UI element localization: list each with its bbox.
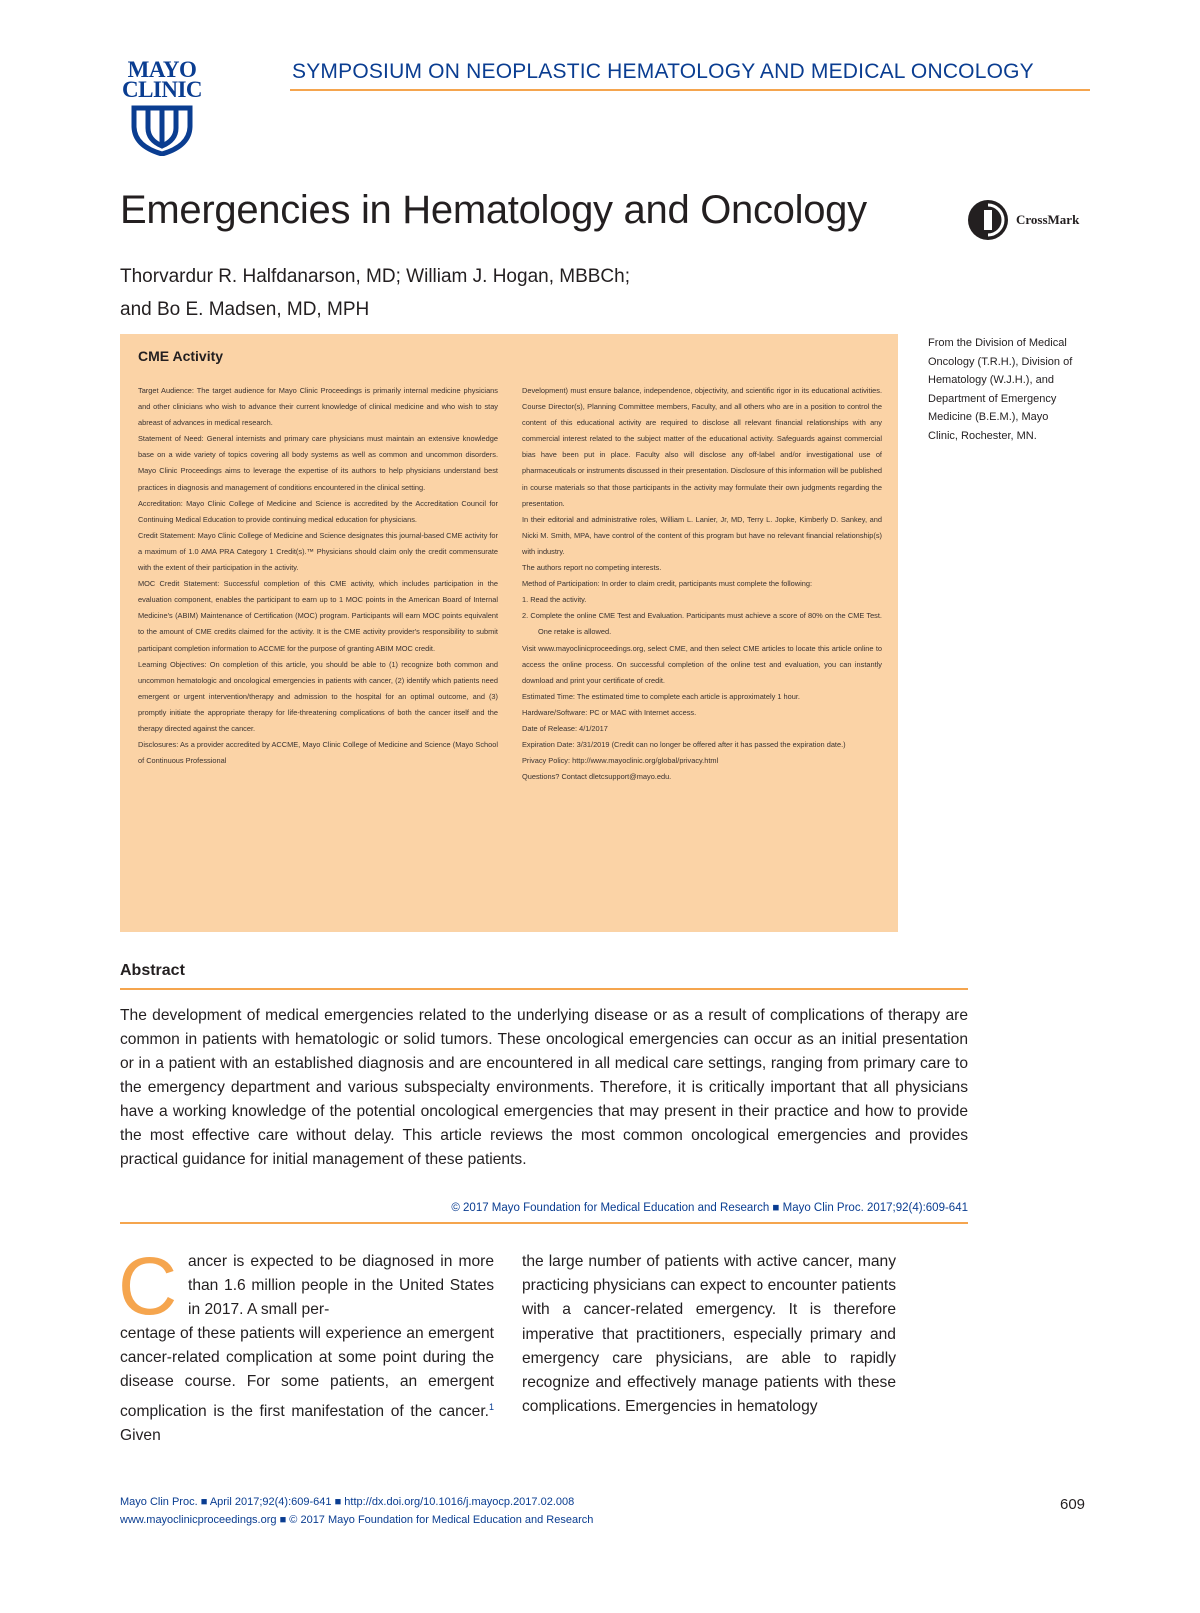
cme-questions: Questions? Contact dletcsupport@mayo.edu. — [522, 772, 672, 782]
cme-left-column — [138, 383, 498, 769]
series-rule — [290, 89, 1090, 91]
abstract-copyright-line — [120, 1202, 968, 1214]
body-left-end: Given — [120, 1427, 161, 1444]
cme-hardware: Hardware/Software: PC or MAC with Internet access. — [522, 707, 697, 717]
footer-doi-link[interactable]: http://dx.doi.org/10.1016/j.mayocp.2017.02.008 — [344, 1496, 575, 1508]
abstract-bottom-rule — [120, 1222, 968, 1224]
cme-visit: Visit www.mayoclinicproceedings.org, select CME, and then select CME articles to locate this article online to access the online process. On successful completion of the online test and evaluation, you can instantly download and print your certificate of credit. — [522, 643, 882, 685]
cme-disclosure-cont: Development) must ensure balance, independence, objectivity, and scientific rigor in its educational activities. Course Director(s), Planning Committee members, Faculty, and all others who are in a position to control the content of this educational activity are required to disclose all relevant financial relationships with any commercial interest related to the subject matter of the educational activity. Safeguards against commercial bias have been put in place. Faculty also will disclose any off-label and/or investigational use of pharmaceuticals or instruments discussed in their presentation. Disclosure of this information will be published in course materials so that those participants in the activity may formulate their own judgments regarding the presentation. — [522, 386, 882, 508]
footer-issue: April 2017;92(4):609-641 — [209, 1496, 332, 1508]
drop-cap: C — [118, 1241, 178, 1332]
author-list — [120, 260, 900, 326]
cme-step-2: 2. Complete the online CME Test and Evaluation. Participants must achieve a score of 80% on the CME Test. One retake is allowed. — [522, 611, 882, 637]
logo-word-1: MAYO — [127, 57, 197, 82]
cme-editorial-roles: In their editorial and administrative roles, William L. Lanier, Jr, MD, Terry L. Jopke, Kimberly D. Sankey, and Nicki M. Smith, MPA, have control of the content of this program but have no relevant financial relationship(s) with industry. — [522, 514, 882, 556]
cme-target-audience: Target Audience: The target audience for Mayo Clinic Proceedings is primarily internal medicine physicians and other clinicians who wish to advance their current knowledge of clinical medicine and who wish to stay abreast of advances in medical research. — [138, 386, 498, 428]
cme-accreditation: Accreditation: Mayo Clinic College of Medicine and Science is accredited by the Accreditation Council for Continuing Medical Education to provide continuing medical education for physicians. — [138, 498, 498, 524]
cme-competing-interests: The authors report no competing interests. — [522, 563, 662, 573]
cme-right-column — [522, 383, 882, 785]
separator-square: ■ — [334, 1496, 342, 1508]
abstract-top-rule — [120, 988, 968, 990]
cme-estimated-time: Estimated Time: The estimated time to complete each article is approximately 1 hour. — [522, 691, 800, 701]
footer-site-link[interactable]: www.mayoclinicproceedings.org — [120, 1514, 277, 1526]
mayo-clinic-logo — [120, 57, 204, 156]
body-intro-lines: ancer is expected to be diagnosed in more than 1.6 million people in the United States in 2017. A small per- — [188, 1253, 494, 1319]
authors-line-2: and Bo E. Madsen, MD, MPH — [120, 299, 370, 320]
abstract-heading: Abstract — [120, 962, 185, 979]
cme-statement-of-need: Statement of Need: General internists and primary care physicians must maintain an extensive knowledge base on a wide variety of topics covering all body systems as well as common and uncommon disorders. Mayo Clinic Proceedings aims to leverage the expertise of its authors to help physicians understand best practices in diagnosis and management of conditions encountered in the clinical setting. — [138, 434, 498, 492]
crossmark-badge[interactable] — [966, 198, 1096, 242]
article-title: Emergencies in Hematology and Oncology — [120, 188, 867, 232]
separator-square: ■ — [279, 1514, 287, 1526]
cme-learning-objectives: Learning Objectives: On completion of this article, you should be able to (1) recognize both common and uncommon hematologic and oncological emergencies in patients with cancer, (2) identify which patients need emergent or urgent intervention/therapy and admission to the hospital for an optimal outcome, and (3) promptly initiate the appropriate therapy for life-threatening complications of both the cancer itself and the therapy directed against the cancer. — [138, 659, 498, 733]
cme-method: Method of Participation: In order to claim credit, participants must complete the following: — [522, 579, 813, 589]
crossmark-label: CrossMark — [1016, 212, 1080, 227]
series-title: SYMPOSIUM ON NEOPLASTIC HEMATOLOGY AND MEDICAL ONCOLOGY — [292, 60, 1034, 83]
footer-line-1 — [120, 1496, 574, 1508]
cme-privacy-policy: Privacy Policy: http://www.mayoclinic.org/global/privacy.html — [522, 756, 719, 766]
mayo-shields-icon — [130, 104, 194, 156]
crossmark-icon — [966, 198, 1010, 242]
cme-disclosures: Disclosures: As a provider accredited by ACCME, Mayo Clinic College of Medicine and Science (Mayo School of Continuous Professional — [138, 740, 498, 766]
footer-copyright: © 2017 Mayo Foundation for Medical Education and Research — [289, 1514, 594, 1526]
abstract-citation: Mayo Clin Proc. 2017;92(4):609-641 — [782, 1202, 968, 1214]
authors-line-1: Thorvardur R. Halfdanarson, MD; William J. Hogan, MBBCh; — [120, 266, 630, 287]
body-left-text: centage of these patients will experience an emergent cancer-related complication at some point during the disease course. For some patients, an emergent complication is the first manifestation of the cancer. — [120, 1325, 494, 1420]
cme-title: CME Activity — [138, 348, 224, 364]
abstract-copyright: © 2017 Mayo Foundation for Medical Education and Research — [451, 1202, 770, 1214]
footer-journal: Mayo Clin Proc. — [120, 1496, 198, 1508]
body-right-column: the large number of patients with active cancer, many practicing physicians can expect to encounter patients with a cancer-related emergency. It is therefore imperative that practitioners, especially primary and emergency care physicians, are able to rapidly recognize and effectively manage patients with these complications. Emergencies in hematology — [522, 1253, 896, 1416]
cme-credit-statement: Credit Statement: Mayo Clinic College of Medicine and Science designates this journal-based CME activity for a maximum of 1.0 AMA PRA Category 1 Credit(s).™ Physicians should claim only the credit commensurate with the extent of their participation in the activity. — [138, 530, 498, 573]
affiliation-note: From the Division of Medical Oncology (T.R.H.), Division of Hematology (W.J.H.), and Department of Emergency Medicine (B.E.M.), Mayo Clinic, Rochester, MN. — [928, 337, 1073, 442]
page-number: 609 — [1060, 1496, 1086, 1513]
abstract-text: The development of medical emergencies related to the underlying disease or as a result of complications of therapy are common in patients with hematologic or solid tumors. These oncological emergencies can occur as an initial presentation or in a patient with an established diagnosis and are encountered in all medical care settings, ranging from primary care to the emergency department and various subspecialty environments. Therefore, it is critically important that all physicians have a working knowledge of the potential oncological emergencies that may present in their practice and how to provide the most effective care without delay. This article reviews the most common oncological emergencies and provides practical guidance for initial management of these patients. — [120, 1007, 968, 1168]
separator-square: ■ — [200, 1496, 208, 1508]
reference-link[interactable]: 1 — [488, 1401, 494, 1412]
body-left-column — [120, 1322, 494, 1448]
cme-expiration-date: Expiration Date: 3/31/2019 (Credit can no longer be offered after it has passed the expiration date.) — [522, 740, 846, 750]
logo-word-2: CLINIC — [121, 77, 203, 102]
cme-moc-credit: MOC Credit Statement: Successful completion of this CME activity, which includes participation in the evaluation component, enables the participant to earn up to 1 MOC points in the American Board of Internal Medicine's (ABIM) Maintenance of Certification (MOC) program. Participants will earn MOC points equivalent to the amount of CME credits claimed for the activity. It is the CME activity provider's responsibility to submit participant completion information to ACCME for the purpose of granting ABIM MOC credit. — [138, 579, 498, 653]
separator-square: ■ — [772, 1202, 780, 1214]
footer-line-2 — [120, 1514, 593, 1526]
cme-step-1: 1. Read the activity. — [522, 595, 587, 605]
cme-release-date: Date of Release: 4/1/2017 — [522, 723, 608, 733]
